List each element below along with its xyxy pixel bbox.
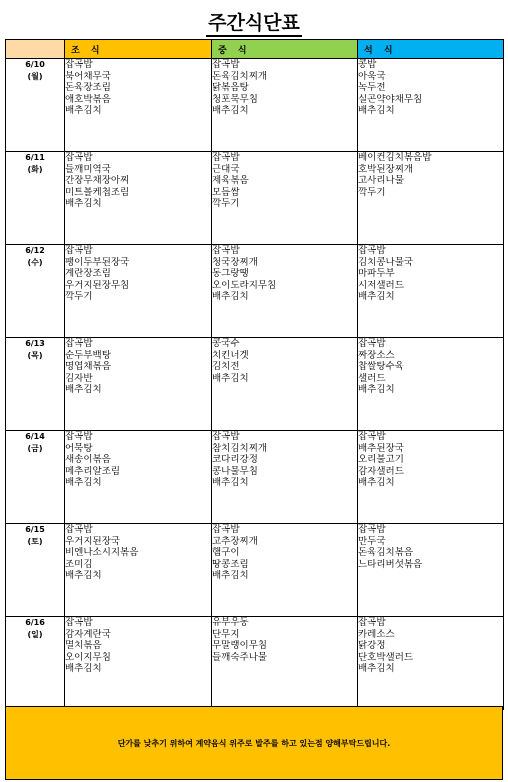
lunch-item: 돈육김치찌개 <box>212 70 268 82</box>
dinner-item: 찹쌀탕수육 <box>358 361 404 372</box>
dinner-item: 잡곡밥 <box>358 245 386 256</box>
dinner-cell <box>358 617 504 710</box>
breakfast-cell <box>65 338 212 431</box>
dinner-cell <box>358 59 504 152</box>
header-lunch: 중 식 <box>212 40 358 59</box>
dinner-item: 잡곡밥 <box>358 338 386 349</box>
breakfast-item: 미트볼케첩조림 <box>65 186 130 198</box>
breakfast-item: 애호박볶음 <box>65 93 111 105</box>
breakfast-item: 잡곡밥 <box>65 338 93 349</box>
breakfast-item: 우거지된장무침 <box>65 279 130 291</box>
day-of-week: (금) <box>27 444 43 453</box>
day-date: 6/13 <box>25 339 45 348</box>
header-breakfast: 조 식 <box>65 40 212 59</box>
breakfast-item: 잡곡밥 <box>65 152 93 163</box>
lunch-item: 배추김치 <box>212 372 249 384</box>
breakfast-item: 명엽채볶음 <box>65 361 111 372</box>
dinner-item: 콩밥 <box>358 59 377 70</box>
day-row <box>6 338 504 431</box>
day-date-cell <box>6 245 65 338</box>
dinner-cell <box>358 431 504 524</box>
breakfast-item: 어묵탕 <box>65 442 93 454</box>
breakfast-item: 멸치볶음 <box>65 640 102 651</box>
weekly-menu-table <box>5 39 504 710</box>
lunch-item: 햄구이 <box>212 547 240 558</box>
breakfast-item: 순두부백탕 <box>65 349 111 361</box>
day-date: 6/14 <box>25 432 45 441</box>
lunch-item: 모듬쌈 <box>212 186 240 198</box>
breakfast-cell <box>65 524 212 617</box>
dinner-cell <box>358 524 504 617</box>
dinner-item: 배추김치 <box>358 663 395 674</box>
day-of-week: (월) <box>27 72 43 81</box>
dinner-item: 샐러드 <box>358 372 386 384</box>
header-row <box>6 40 504 59</box>
dinner-item: 짜장소스 <box>358 349 395 361</box>
breakfast-item: 계란장조림 <box>65 268 111 279</box>
lunch-item: 고추장찌개 <box>212 535 258 547</box>
lunch-item: 콩나물무침 <box>212 465 258 477</box>
lunch-item: 참치김치찌개 <box>212 442 268 454</box>
menu-body <box>6 59 504 710</box>
dinner-item: 배추된장국 <box>358 442 404 454</box>
day-date-cell <box>6 617 65 710</box>
lunch-item: 배추김치 <box>212 477 249 488</box>
dinner-item: 실곤약야채무침 <box>358 93 423 105</box>
lunch-cell <box>212 152 358 245</box>
day-date-cell <box>6 59 65 152</box>
breakfast-cell <box>65 617 212 710</box>
breakfast-item: 배추김치 <box>65 570 102 581</box>
dinner-item: 카레소스 <box>358 628 395 640</box>
header-dinner: 석 식 <box>358 40 504 59</box>
lunch-item: 잡곡밥 <box>212 524 240 535</box>
lunch-cell <box>212 431 358 524</box>
lunch-item: 무말랭이무침 <box>212 640 268 651</box>
dinner-item: 잡곡밥 <box>358 524 386 535</box>
breakfast-item: 배추김치 <box>65 198 102 209</box>
lunch-item: 들깨숙주나물 <box>212 651 268 663</box>
day-of-week: (수) <box>27 258 43 267</box>
dinner-item: 배추김치 <box>358 384 395 395</box>
breakfast-item: 우거지된장국 <box>65 535 121 547</box>
lunch-item: 잡곡밥 <box>212 245 240 256</box>
lunch-item: 유부우동 <box>212 617 249 628</box>
dinner-item: 마파두부 <box>358 268 395 279</box>
day-row <box>6 617 504 710</box>
breakfast-item: 깍두기 <box>65 291 93 302</box>
lunch-item: 깍두기 <box>212 198 240 209</box>
breakfast-item: 간장무채장아찌 <box>65 175 130 186</box>
dinner-item: 닭강정 <box>358 640 386 651</box>
page-title-text: 주간식단표 <box>206 12 302 37</box>
lunch-cell <box>212 524 358 617</box>
lunch-item: 코다리강정 <box>212 454 258 465</box>
dinner-item: 시저샐러드 <box>358 279 404 291</box>
lunch-item: 김치전 <box>212 361 240 372</box>
lunch-item: 땅콩조림 <box>212 558 249 570</box>
lunch-item: 제육볶음 <box>212 175 249 186</box>
day-date: 6/10 <box>25 60 45 69</box>
dinner-item: 배추김치 <box>358 105 395 116</box>
day-date-cell <box>6 524 65 617</box>
lunch-item: 단무지 <box>212 628 240 640</box>
day-date: 6/15 <box>25 525 45 534</box>
lunch-item: 배추김치 <box>212 570 249 581</box>
dinner-item: 배추김치 <box>358 291 395 302</box>
day-of-week: (일) <box>27 630 43 639</box>
lunch-item: 청국장찌개 <box>212 256 258 268</box>
breakfast-item: 비엔나소시지볶음 <box>65 547 139 558</box>
dinner-item: 느타리버섯볶음 <box>358 558 423 570</box>
lunch-cell <box>212 617 358 710</box>
breakfast-item: 감자계란국 <box>65 628 111 640</box>
dinner-item: 감자샐러드 <box>358 465 404 477</box>
dinner-item: 베이컨김치볶음밥 <box>358 152 432 163</box>
breakfast-item: 잡곡밥 <box>65 617 93 628</box>
dinner-item: 깍두기 <box>358 186 386 198</box>
dinner-item: 고사리나물 <box>358 175 404 186</box>
lunch-item: 콩국수 <box>212 338 240 349</box>
breakfast-cell <box>65 245 212 338</box>
lunch-cell <box>212 245 358 338</box>
day-date: 6/11 <box>25 153 45 162</box>
lunch-item: 치킨너겟 <box>212 349 249 361</box>
dinner-cell <box>358 245 504 338</box>
breakfast-item: 돈육장조림 <box>65 82 111 93</box>
breakfast-item: 팽이두부된장국 <box>65 256 130 268</box>
breakfast-item: 들깨미역국 <box>65 163 111 175</box>
lunch-item: 오이도라지무침 <box>212 279 277 291</box>
notice-text: 단가를 낮추기 위하여 계약음식 위주로 발주를 하고 있는점 양해부탁드립니다. <box>117 738 391 748</box>
dinner-item: 잡곡밥 <box>358 431 386 442</box>
day-row <box>6 524 504 617</box>
day-date-cell <box>6 152 65 245</box>
lunch-cell <box>212 338 358 431</box>
day-row <box>6 245 504 338</box>
lunch-item: 배추김치 <box>212 105 249 116</box>
dinner-item: 돈육김치볶음 <box>358 547 414 558</box>
lunch-item: 잡곡밥 <box>212 59 240 70</box>
day-of-week: (토) <box>27 537 43 546</box>
lunch-item: 근대국 <box>212 163 240 175</box>
dinner-cell <box>358 152 504 245</box>
day-of-week: (화) <box>27 165 43 174</box>
breakfast-item: 잡곡밥 <box>65 431 93 442</box>
breakfast-item: 김자반 <box>65 372 93 384</box>
breakfast-item: 배추김치 <box>65 384 102 395</box>
lunch-cell <box>212 59 358 152</box>
dinner-item: 배추김치 <box>358 477 395 488</box>
day-date-cell <box>6 338 65 431</box>
breakfast-cell <box>65 59 212 152</box>
breakfast-item: 배추김치 <box>65 477 102 488</box>
breakfast-cell <box>65 152 212 245</box>
lunch-item: 잡곡밥 <box>212 152 240 163</box>
dinner-item: 아욱국 <box>358 70 386 82</box>
lunch-item: 잡곡밥 <box>212 431 240 442</box>
breakfast-item: 새송이볶음 <box>65 454 111 465</box>
lunch-item: 동그랑땡 <box>212 268 249 279</box>
notice-banner <box>5 706 503 780</box>
dinner-item: 김치콩나물국 <box>358 256 414 268</box>
breakfast-item: 배추김치 <box>65 663 102 674</box>
dinner-item: 잡곡밥 <box>358 617 386 628</box>
day-row <box>6 431 504 524</box>
day-date-cell <box>6 431 65 524</box>
page-title <box>0 8 508 35</box>
breakfast-item: 북어채무국 <box>65 70 111 82</box>
breakfast-cell <box>65 431 212 524</box>
day-row <box>6 59 504 152</box>
dinner-item: 단호박샐러드 <box>358 651 414 663</box>
breakfast-item: 잡곡밥 <box>65 245 93 256</box>
dinner-item: 오리불고기 <box>358 454 404 465</box>
breakfast-item: 조미김 <box>65 558 93 570</box>
breakfast-item: 잡곡밥 <box>65 59 93 70</box>
dinner-cell <box>358 338 504 431</box>
dinner-item: 만두국 <box>358 535 386 547</box>
breakfast-item: 잡곡밥 <box>65 524 93 535</box>
breakfast-item: 배추김치 <box>65 105 102 116</box>
dinner-item: 호박된장찌개 <box>358 163 414 175</box>
day-date: 6/12 <box>25 246 45 255</box>
lunch-item: 배추김치 <box>212 291 249 302</box>
breakfast-item: 오이지무침 <box>65 651 111 663</box>
day-date: 6/16 <box>25 618 45 627</box>
breakfast-item: 메추리알조림 <box>65 465 121 477</box>
header-corner <box>6 40 65 59</box>
lunch-item: 청포묵무침 <box>212 93 258 105</box>
dinner-item: 녹두전 <box>358 82 386 93</box>
day-of-week: (목) <box>27 351 43 360</box>
lunch-item: 닭볶음탕 <box>212 82 249 93</box>
day-row <box>6 152 504 245</box>
